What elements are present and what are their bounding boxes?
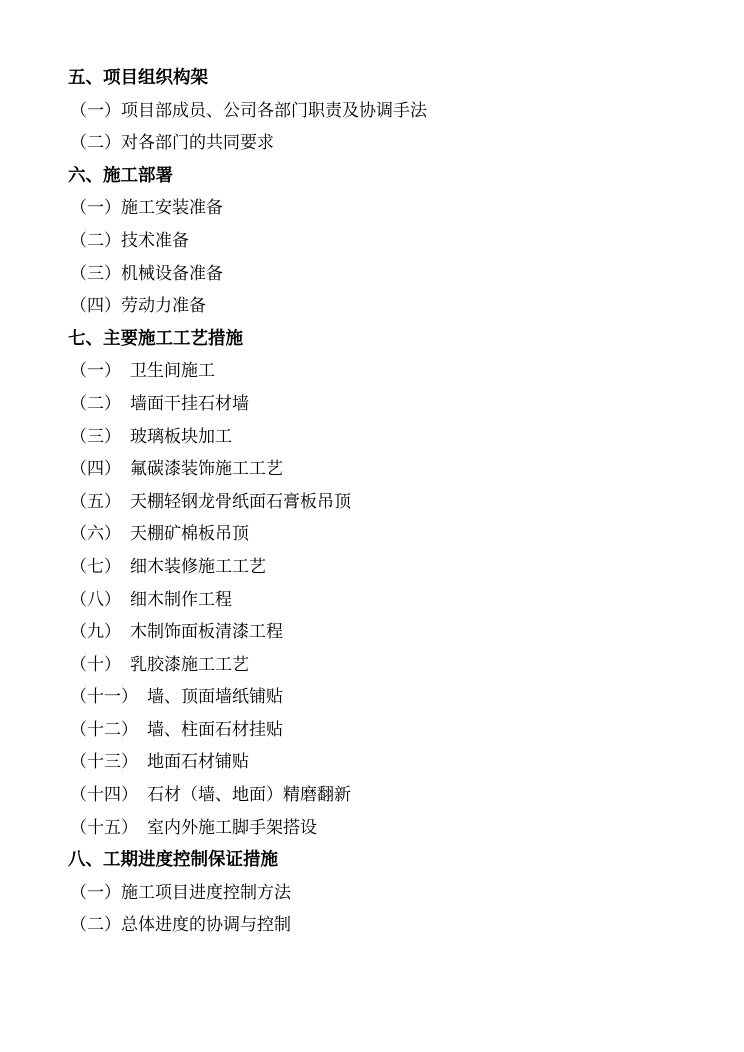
outline-item-text: 室内外施工脚手架搭设 bbox=[147, 817, 317, 838]
outline-item bbox=[68, 290, 708, 323]
outline-item bbox=[68, 746, 708, 779]
outline-item bbox=[68, 95, 708, 128]
outline-item-number: （三） bbox=[70, 426, 121, 447]
outline-item-number: （十三） bbox=[70, 752, 138, 773]
section-heading: 六、施工部署 bbox=[68, 165, 173, 186]
outline-item bbox=[68, 518, 708, 551]
outline-item bbox=[68, 681, 708, 714]
outline-item-number: （六） bbox=[70, 524, 121, 545]
outline-item-text: 天棚轻钢龙骨纸面石膏板吊顶 bbox=[130, 491, 351, 512]
outline-item-number: （五） bbox=[70, 491, 121, 512]
outline-item bbox=[68, 355, 708, 388]
outline-item-text: 墙面干挂石材墙 bbox=[130, 393, 249, 414]
outline-item-number: （十一） bbox=[70, 687, 138, 708]
outline-item-text: 玻璃板块加工 bbox=[130, 426, 232, 447]
outline-item bbox=[68, 192, 708, 225]
outline-item-text: 对各部门的共同要求 bbox=[121, 133, 274, 154]
outline-item-number: （七） bbox=[70, 556, 121, 577]
outline-item-number: （十二） bbox=[70, 719, 138, 740]
outline-item-text: 技术准备 bbox=[121, 230, 189, 251]
outline-item bbox=[68, 909, 708, 942]
outline-item-number: （十五） bbox=[70, 817, 138, 838]
outline-item-number: （十） bbox=[70, 654, 121, 675]
outline-item-text: 施工安装准备 bbox=[121, 198, 223, 219]
outline-item bbox=[68, 616, 708, 649]
outline-item bbox=[68, 486, 708, 519]
outline-item-text: 地面石材铺贴 bbox=[147, 752, 249, 773]
outline-item-text: 细木装修施工工艺 bbox=[130, 556, 266, 577]
outline-item bbox=[68, 127, 708, 160]
outline-item-number: （二） bbox=[70, 393, 121, 414]
outline-item bbox=[68, 258, 708, 291]
outline-item bbox=[68, 649, 708, 682]
outline-item-text: 石材（墙、地面）精磨翻新 bbox=[147, 785, 351, 806]
outline-item-number: （一） bbox=[70, 100, 121, 121]
outline-item-text: 氟碳漆装饰施工工艺 bbox=[130, 459, 283, 480]
outline-item-number: （二） bbox=[70, 133, 121, 154]
outline-item bbox=[68, 453, 708, 486]
outline-item bbox=[68, 421, 708, 454]
outline-item bbox=[68, 388, 708, 421]
section-heading: 七、主要施工工艺措施 bbox=[68, 328, 243, 349]
outline-item bbox=[68, 225, 708, 258]
outline-item-text: 木制饰面板清漆工程 bbox=[130, 622, 283, 643]
outline-item bbox=[68, 584, 708, 617]
outline-item-text: 施工项目进度控制方法 bbox=[121, 882, 291, 903]
outline-item-number: （一） bbox=[70, 882, 121, 903]
table-of-contents bbox=[68, 62, 708, 942]
outline-item-text: 项目部成员、公司各部门职责及协调手法 bbox=[121, 100, 427, 121]
outline-item bbox=[68, 551, 708, 584]
outline-item bbox=[68, 812, 708, 845]
outline-item-number: （一） bbox=[70, 198, 121, 219]
outline-item bbox=[68, 877, 708, 910]
outline-item-number: （二） bbox=[70, 230, 121, 251]
outline-item-text: 墙、柱面石材挂贴 bbox=[147, 719, 283, 740]
outline-item-number: （二） bbox=[70, 915, 121, 936]
outline-item-number: （一） bbox=[70, 361, 121, 382]
outline-item-text: 乳胶漆施工工艺 bbox=[130, 654, 249, 675]
outline-item-number: （四） bbox=[70, 296, 121, 317]
outline-item bbox=[68, 714, 708, 747]
outline-item-number: （八） bbox=[70, 589, 121, 610]
outline-item-number: （四） bbox=[70, 459, 121, 480]
outline-item-number: （十四） bbox=[70, 785, 138, 806]
outline-item-text: 劳动力准备 bbox=[121, 296, 206, 317]
outline-item bbox=[68, 779, 708, 812]
outline-item-text: 天棚矿棉板吊顶 bbox=[130, 524, 249, 545]
outline-item-text: 墙、顶面墙纸铺贴 bbox=[147, 687, 283, 708]
outline-item-text: 总体进度的协调与控制 bbox=[121, 915, 291, 936]
outline-item-text: 卫生间施工 bbox=[130, 361, 215, 382]
outline-item-number: （三） bbox=[70, 263, 121, 284]
section-heading: 五、项目组织构架 bbox=[68, 68, 208, 88]
outline-item-text: 细木制作工程 bbox=[130, 589, 232, 610]
outline-item-text: 机械设备准备 bbox=[121, 263, 223, 284]
section-heading: 八、工期进度控制保证措施 bbox=[68, 850, 278, 871]
outline-item-number: （九） bbox=[70, 622, 121, 643]
